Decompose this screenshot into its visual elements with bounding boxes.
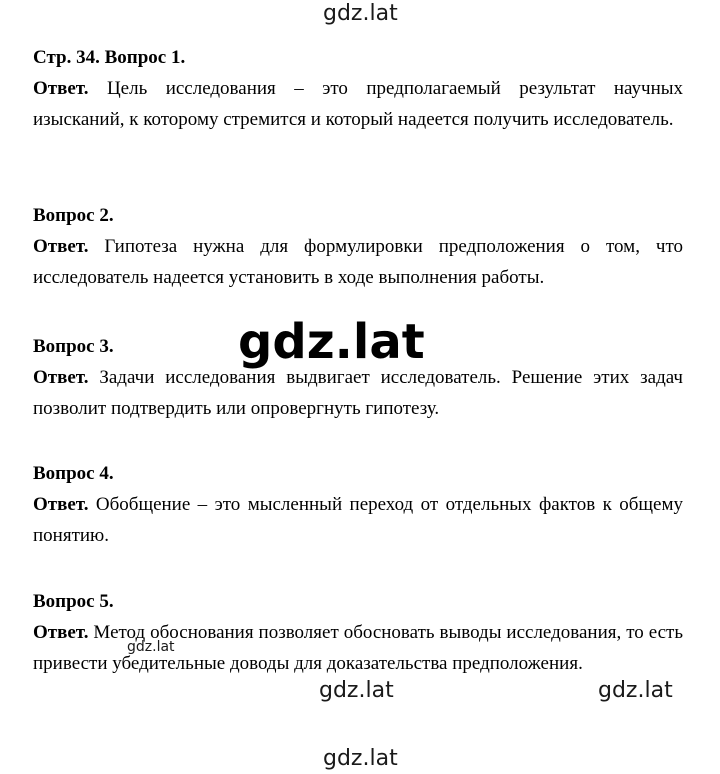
answer-paragraph [33, 489, 683, 551]
answer-text: Обобщение – это мысленный переход от отдельных фактов к общему понятию. [33, 494, 684, 546]
question-heading: Стр. 34. Вопрос 1. [33, 47, 186, 68]
answer-label: Ответ. [33, 236, 89, 257]
watermark-bottom: gdz.lat [323, 746, 398, 771]
question-heading: Вопрос 4. [33, 463, 114, 484]
answer-text: Метод обоснования позволяет обосновать выводы исследования, то есть привести убедительные доводы для доказательства предположения. [33, 622, 684, 674]
question-4 [33, 458, 683, 551]
question-heading: Вопрос 2. [33, 205, 114, 226]
watermark-large: gdz.lat [238, 314, 425, 370]
watermark-small: gdz.lat [127, 639, 175, 655]
answer-paragraph [33, 73, 683, 135]
question-1 [33, 42, 683, 135]
answer-label: Ответ. [33, 494, 89, 515]
answer-text: Цель исследования – это предполагаемый результат научных изысканий, к которому стремится и который надеется получить исследователь. [33, 78, 684, 130]
answer-text: Задачи исследования выдвигает исследователь. Решение этих задач позволит подтвердить или опровергнуть гипотезу. [33, 367, 683, 419]
watermark-middle: gdz.lat [319, 678, 394, 703]
question-heading: Вопрос 3. [33, 336, 114, 357]
answer-text: Гипотеза нужна для формулировки предположения о том, что исследователь надеется установить в ходе выполнения работы. [33, 236, 683, 288]
question-5 [33, 586, 683, 679]
answer-paragraph [33, 362, 683, 424]
question-heading: Вопрос 5. [33, 591, 114, 612]
question-2 [33, 200, 683, 293]
watermark-top: gdz.lat [323, 1, 398, 26]
answer-label: Ответ. [33, 367, 89, 388]
watermark-right: gdz.lat [598, 678, 673, 703]
answer-label: Ответ. [33, 622, 89, 643]
answer-label: Ответ. [33, 78, 89, 99]
answer-paragraph [33, 231, 683, 293]
